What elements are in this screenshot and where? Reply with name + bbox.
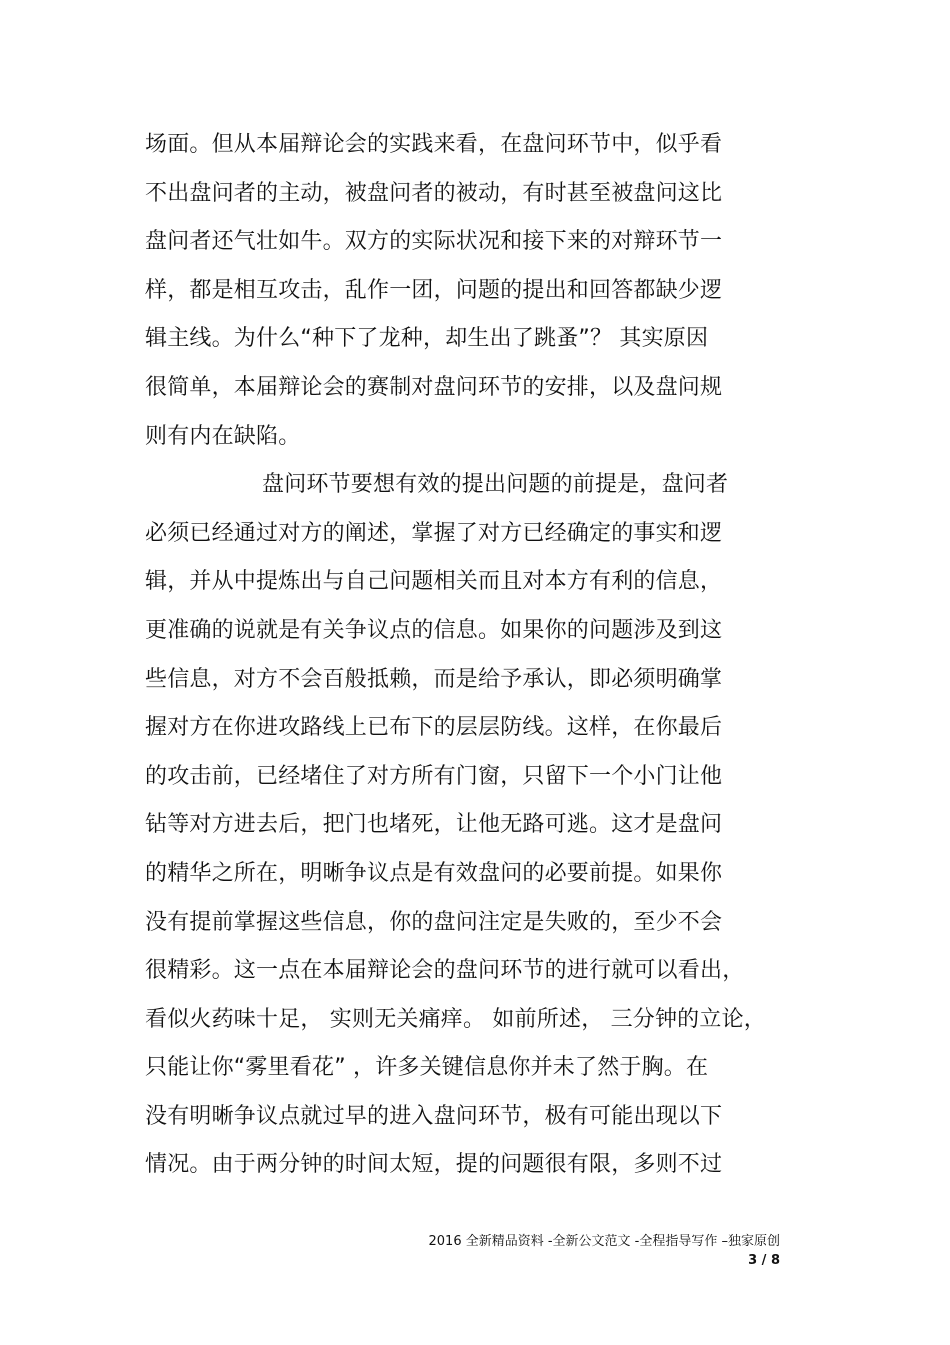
text-line: 些信息，对方不会百般抵赖，而是给予承认，即必须明确掌 — [145, 666, 723, 692]
text-line: 没有提前掌握这些信息，你的盘问注定是失败的，至少不会 — [145, 909, 723, 935]
text-line: 辑，并从中提炼出与自己问题相关而且对本方有利的信息， — [145, 569, 723, 595]
text-line: 更准确的说就是有关争议点的信息。如果你的问题涉及到这 — [145, 617, 723, 643]
document-body — [145, 121, 805, 1190]
text-line: 很精彩。这一点在本届辩论会的盘问环节的进行就可以看出， — [145, 958, 745, 984]
text-line: 没有明晰争议点就过早的进入盘问环节，极有可能出现以下 — [145, 1103, 723, 1129]
text-line: 盘问者还气壮如牛。双方的实际状况和接下来的对辩环节一 — [145, 229, 723, 255]
text-line: 不出盘问者的主动，被盘问者的被动，有时甚至被盘问这比 — [145, 180, 723, 206]
text-line: 只能让你“雾里看花” ，许多关键信息你并未了然于胸。在 — [145, 1055, 709, 1081]
text-line: 场面。但从本届辩论会的实践来看，在盘问环节中，似乎看 — [145, 132, 723, 157]
text-line: 钻等对方进去后，把门也堵死，让他无路可逃。这才是盘问 — [145, 812, 723, 838]
text-line: 很简单，本届辩论会的赛制对盘问环节的安排，以及盘问规 — [145, 374, 723, 400]
text-line: 的精华之所在，明晰争议点是有效盘问的必要前提。如果你 — [145, 860, 723, 886]
text-line: 则有内在缺陷。 — [145, 423, 301, 449]
page-number: 3 / 8 — [748, 1253, 780, 1268]
text-line: 必须已经通过对方的阐述，掌握了对方已经确定的事实和逻 — [145, 520, 723, 546]
text-line: 样，都是相互攻击，乱作一团，问题的提出和回答都缺少逻 — [145, 277, 723, 303]
text-line: 看似火药味十足， 实则无关痛痒。 如前所述， 三分钟的立论， — [145, 1006, 766, 1032]
page-footer: 2016 全新精品资料 -全新公文范文 -全程指导写作 –独家原创 — [428, 1234, 780, 1249]
text-line: 的攻击前，已经堵住了对方所有门窗，只留下一个小门让他 — [145, 763, 723, 789]
paragraph-first-line: 盘问环节要想有效的提出问题的前提是，盘问者 — [262, 472, 729, 498]
text-line: 握对方在你进攻路线上已布下的层层防线。这样，在你最后 — [145, 715, 723, 741]
text-line: 情况。由于两分钟的时间太短，提的问题很有限，多则不过 — [145, 1152, 723, 1178]
text-line: 辑主线。为什么“种下了龙种，却生出了跳蚤”？ 其实原因 — [145, 326, 709, 352]
